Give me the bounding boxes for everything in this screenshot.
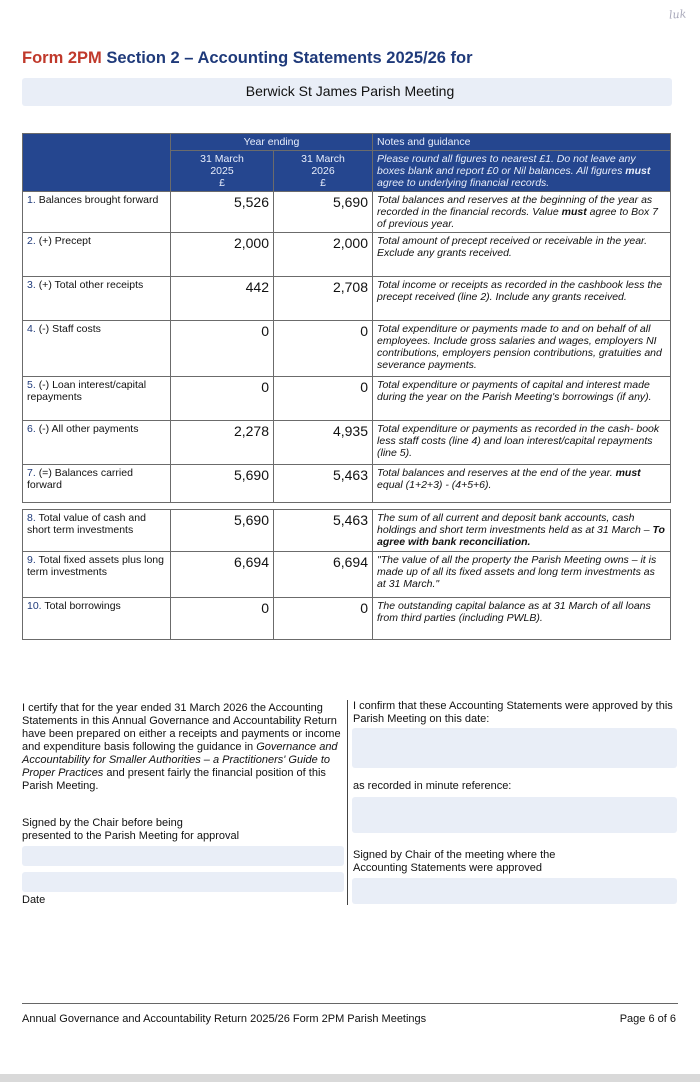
header-blank — [23, 134, 171, 192]
footer-text: Annual Governance and Accountability Return 2025/26 Form 2PM Parish Meetings — [22, 1013, 427, 1025]
value-2025: 2,000 — [171, 233, 274, 277]
signed-by-meeting-chair-label — [353, 849, 653, 875]
note-text: of all employees. Include gross salaries and wages, — [377, 323, 651, 347]
note-text: Total balances and reserves at the end of the year. — [377, 467, 613, 479]
row-label — [23, 552, 171, 598]
footer-rule — [22, 1003, 678, 1004]
row-number: 2. — [27, 235, 36, 247]
value-2025: 0 — [171, 321, 274, 377]
col-2026-line3: £ — [320, 177, 326, 189]
row-label — [23, 421, 171, 465]
row-number: 10. — [27, 600, 42, 612]
note-emph: must — [561, 206, 587, 218]
row-note — [373, 510, 671, 552]
table-row — [23, 192, 671, 233]
section-title: Section 2 – Accounting Statements 2025/26 for — [106, 49, 473, 67]
minute-reference-label: as recorded in minute reference: — [353, 780, 512, 792]
accounting-statements-table — [22, 133, 671, 640]
col-2026-line2: 2026 — [311, 165, 335, 177]
note-text: Total expenditure or payments as recorded in the cash- — [377, 423, 634, 435]
minute-reference-area — [352, 797, 677, 833]
row-number: 5. — [27, 379, 36, 391]
note-text: equal (1+2+3) - (4+5+6). — [377, 479, 492, 491]
value-2025: 5,690 — [171, 465, 274, 503]
value-2026: 4,935 — [274, 421, 373, 465]
guidance-line2: boxes blank and report £0 or Nil balances. All figures — [377, 165, 623, 177]
value-2026: 5,690 — [274, 192, 373, 233]
note-text: to Box 7 of previous year. — [377, 206, 658, 230]
note-text: The sum of all current and deposit bank accounts, cash — [377, 512, 635, 524]
value-2026: 6,694 — [274, 552, 373, 598]
form-code: Form 2PM — [22, 49, 102, 67]
table-row — [23, 277, 671, 321]
row-note — [373, 465, 671, 503]
row-note — [373, 192, 671, 233]
note-text: is made up of all its fixed assets and long term investments — [377, 554, 657, 578]
approval-date-area — [352, 728, 677, 768]
value-2025: 0 — [171, 598, 274, 640]
signed-by-chair-label — [22, 817, 239, 843]
note-text: contributions, gratuities and severance payments. — [377, 347, 662, 371]
row-note — [373, 277, 671, 321]
row-label-text: Balances brought forward — [38, 194, 159, 206]
row-label-text: (-) Staff costs — [38, 323, 101, 335]
corner-handwritten-mark: luk — [668, 7, 687, 22]
note-text: Total amount of precept received or receivable in the year. — [377, 235, 648, 247]
note-text: Total expenditure or payments of capital and interest — [377, 379, 621, 391]
row-label-text: (+) Precept — [38, 235, 91, 247]
value-2026: 0 — [274, 377, 373, 421]
page-number: Page 6 of 6 — [619, 1013, 676, 1025]
row-label — [23, 321, 171, 377]
col-2026-line1: 31 March — [301, 153, 345, 165]
row-label — [23, 465, 171, 503]
signature-area-right — [352, 878, 677, 904]
row-note — [373, 233, 671, 277]
row-number: 8. — [27, 512, 36, 524]
row-note — [373, 421, 671, 465]
note-text: Total balances and reserves at the beginning of the year — [377, 194, 639, 206]
row-label-text: (-) Loan interest/capital repayments — [27, 379, 147, 403]
row-label — [23, 233, 171, 277]
col-2025-line3: £ — [219, 177, 225, 189]
row-label — [23, 377, 171, 421]
row-number: 1. — [27, 194, 36, 206]
table-row — [23, 377, 671, 421]
value-2025: 2,278 — [171, 421, 274, 465]
column-divider — [347, 700, 348, 905]
row-label-text: (=) Balances carried forward — [27, 467, 133, 491]
row-label-text: Total value of cash and short term investments — [27, 512, 146, 536]
signed-right-line1: Signed by Chair of the meeting where the — [353, 849, 556, 861]
row-note — [373, 552, 671, 598]
note-text: repayments (line 5). — [377, 435, 653, 459]
value-2026: 5,463 — [274, 465, 373, 503]
gap-cell — [23, 503, 671, 510]
note-text: from third parties (including PWLB). — [377, 612, 543, 624]
note-text: as recorded in the financial records. Value — [377, 194, 653, 218]
value-2025: 0 — [171, 377, 274, 421]
page-title — [22, 49, 473, 68]
guidance-emph: must — [625, 165, 651, 177]
note-text: as at 31 March." — [377, 566, 655, 590]
year-ending-header: Year ending — [171, 134, 373, 151]
col-2026-header — [274, 151, 373, 192]
guidance-line1: Please round all figures to nearest £1. Do not leave any — [377, 153, 636, 165]
row-label — [23, 192, 171, 233]
note-emph: must — [615, 467, 641, 479]
note-text: (if any). — [616, 391, 652, 403]
note-text: Exclude any grants received. — [377, 247, 512, 259]
signed-left-line1: Signed by the Chair before being — [22, 817, 183, 829]
approval-statement: I confirm that these Accounting Statements were approved by this Parish Meeting on this date: — [353, 700, 673, 725]
table-row — [23, 321, 671, 377]
table-row — [23, 510, 671, 552]
note-text: Total expenditure or payments made to and on behalf — [377, 323, 626, 335]
row-label-text: (+) Total other receipts — [38, 279, 144, 291]
row-note — [373, 377, 671, 421]
table-row — [23, 233, 671, 277]
row-number: 9. — [27, 554, 36, 566]
guidance-line3: agree to underlying financial records. — [377, 177, 550, 189]
row-number: 3. — [27, 279, 36, 291]
certify-text-end: and present fairly the financial position of this Parish Meeting. — [22, 767, 326, 792]
row-label — [23, 510, 171, 552]
table-gap — [23, 503, 671, 510]
note-text: book less staff costs (line 4) and loan interest/capital — [377, 423, 660, 447]
note-text: holdings and short term investments held as at 31 March – — [377, 524, 650, 536]
note-text: the precept received (line 2). Include any grants received. — [377, 279, 663, 303]
certification-statement — [22, 702, 347, 793]
table-row — [23, 421, 671, 465]
signed-right-line2: Accounting Statements were approved — [353, 862, 542, 874]
row-note — [373, 321, 671, 377]
table-row — [23, 552, 671, 598]
col-2025-line2: 2025 — [210, 165, 234, 177]
date-area-left — [22, 872, 344, 892]
notes-header: Notes and guidance — [373, 134, 671, 151]
note-text: made during the year on the Parish Meeting's borrowings — [377, 379, 650, 403]
value-2026: 2,708 — [274, 277, 373, 321]
note-text: agree — [586, 206, 617, 218]
note-text: The outstanding capital balance as at 31 March of all loans — [377, 600, 651, 612]
table-row — [23, 598, 671, 640]
row-label — [23, 598, 171, 640]
header-row-1 — [23, 134, 671, 151]
certify-guide-title: Governance and Accountability for Smaller Authorities – a Practitioners' Guide to Proper Practices — [22, 741, 338, 779]
certify-text: I certify that for the year ended 31 March 2026 the Accounting Statements in this Annual Governance and Accountability Return have been prepared on either a receipts and payments or income and expenditure basis following the guidance in — [22, 702, 341, 753]
row-label — [23, 277, 171, 321]
value-2026: 0 — [274, 598, 373, 640]
row-number: 7. — [27, 467, 36, 479]
row-label-text: Total borrowings — [44, 600, 121, 612]
row-label-text: (-) All other payments — [38, 423, 139, 435]
table-row — [23, 465, 671, 503]
scan-bottom-edge — [0, 1074, 700, 1082]
note-text: "The value of all the property the Parish Meeting owns – it — [377, 554, 646, 566]
note-text: employers NI contributions, employers pension — [377, 335, 657, 359]
authority-name: Berwick St James Parish Meeting — [245, 83, 455, 99]
row-note — [373, 598, 671, 640]
row-label-text: Total fixed assets plus long term investments — [27, 554, 164, 578]
value-2025: 5,690 — [171, 510, 274, 552]
value-2025: 442 — [171, 277, 274, 321]
value-2026: 2,000 — [274, 233, 373, 277]
guidance-text — [373, 151, 671, 192]
row-number: 4. — [27, 323, 36, 335]
col-2025-line1: 31 March — [200, 153, 244, 165]
signature-area-left — [22, 846, 344, 866]
date-label: Date — [22, 894, 46, 906]
col-2025-header — [171, 151, 274, 192]
value-2025: 6,694 — [171, 552, 274, 598]
value-2026: 5,463 — [274, 510, 373, 552]
value-2025: 5,526 — [171, 192, 274, 233]
signed-left-line2: presented to the Parish Meeting for approval — [22, 830, 240, 842]
note-emph: To agree with bank reconciliation. — [377, 524, 665, 548]
value-2026: 0 — [274, 321, 373, 377]
note-text: Total income or receipts as recorded in the cashbook less — [377, 279, 645, 291]
row-number: 6. — [27, 423, 36, 435]
